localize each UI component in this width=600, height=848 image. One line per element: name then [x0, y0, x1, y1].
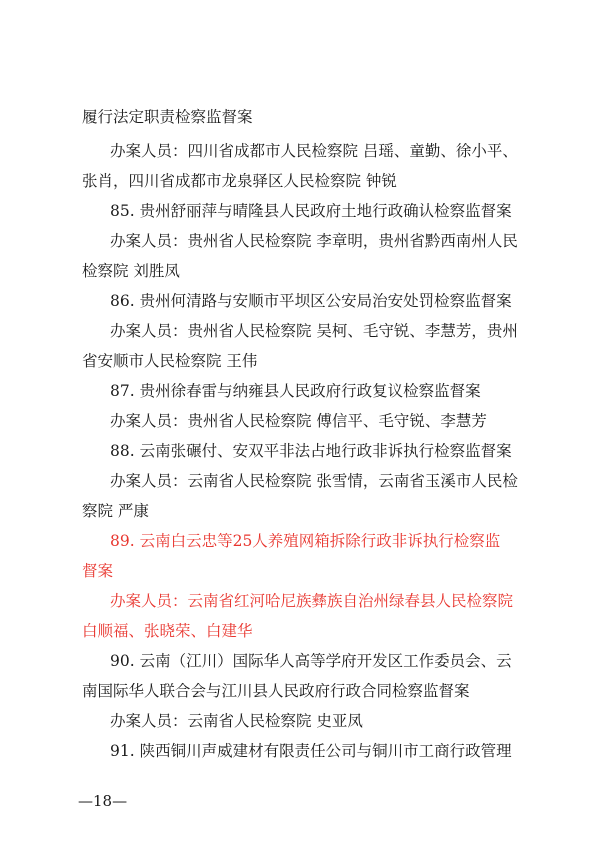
- staff-line: 办案人员：贵州省人民检察院 吴柯、毛守锐、李慧芳，贵州: [110, 322, 518, 340]
- text-line: 察院 严康: [82, 502, 149, 520]
- staff-line: 办案人员：四川省成都市人民检察院 吕瑶、童勤、徐小平、: [110, 142, 518, 160]
- page-number: —18—: [78, 792, 128, 810]
- text-line: 省安顺市人民检察院 王伟: [82, 352, 258, 370]
- case-title-89-continued: 督案: [82, 562, 114, 580]
- staff-line: 办案人员：云南省人民检察院 史亚凤: [110, 712, 363, 730]
- staff-line-highlighted: 办案人员：云南省红河哈尼族彝族自治州绿春县人民检察院: [110, 592, 514, 610]
- text-line: 张肖，四川省成都市龙泉驿区人民检察院 钟锐: [82, 172, 397, 190]
- case-title-91: 91. 陕西铜川声威建材有限责任公司与铜川市工商行政管理: [110, 742, 512, 760]
- staff-line: 办案人员：云南省人民检察院 张雪情，云南省玉溪市人民检: [110, 472, 518, 490]
- case-title-86: 86. 贵州何清路与安顺市平坝区公安局治安处罚检察监督案: [110, 292, 512, 310]
- text-line: 履行法定职责检察监督案: [82, 108, 253, 126]
- case-title-89-highlighted: 89. 云南白云忠等25人养殖网箱拆除行政非诉执行检察监: [110, 532, 501, 550]
- case-title-90: 90. 云南（江川）国际华人高等学府开发区工作委员会、云: [110, 652, 512, 670]
- case-title-87: 87. 贵州徐春雷与纳雍县人民政府行政复议检察监督案: [110, 382, 481, 400]
- text-line: 南国际华人联合会与江川县人民政府行政合同检察监督案: [82, 682, 470, 700]
- case-title-88: 88. 云南张碾付、安双平非法占地行政非诉执行检察监督案: [110, 442, 512, 460]
- staff-line: 办案人员：贵州省人民检察院 傅信平、毛守锐、李慧芳: [110, 412, 487, 430]
- text-line: 检察院 刘胜凤: [82, 262, 180, 280]
- case-title-85: 85. 贵州舒丽萍与晴隆县人民政府土地行政确认检察监督案: [110, 202, 512, 220]
- staff-line: 办案人员：贵州省人民检察院 李章明，贵州省黔西南州人民: [110, 232, 518, 250]
- staff-names-highlighted: 白顺福、张晓荣、白建华: [82, 622, 253, 640]
